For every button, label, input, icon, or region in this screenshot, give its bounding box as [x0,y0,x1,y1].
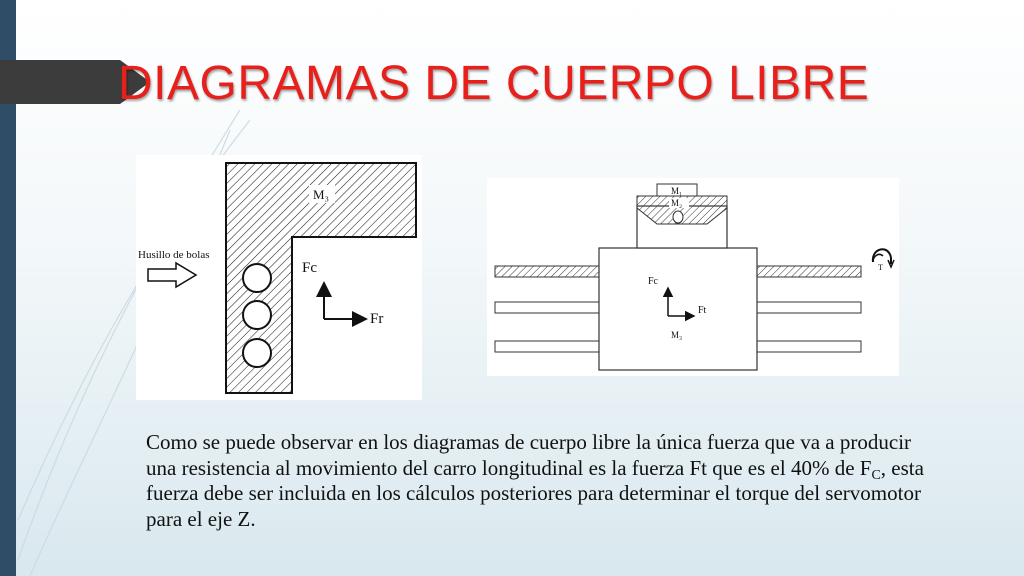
mass3-label: M₃ [671,330,683,340]
input-arrow [148,263,196,287]
diagram-panel-right [487,178,899,376]
description-paragraph [146,430,926,532]
mass2-ball [673,211,683,223]
mass1-label: M₁ [671,186,683,196]
diagram-left-drawing [136,155,422,400]
diagram-panel-left [136,155,422,400]
mass-label: M₃ [313,187,330,202]
description-subscript: C [871,467,881,483]
force-fr-label: Fr [370,311,384,327]
diagram-right-drawing [487,178,899,376]
force-ft-label: Ft [698,305,707,316]
mass2-label: M₂ [671,198,683,208]
ball-3 [243,339,271,367]
force-fc-label: Fc [302,260,317,276]
ball-screw-label: Husillo de bolas [138,249,210,261]
carriage-body [599,248,757,370]
ball-1 [243,264,271,292]
description-text-1: Como se puede observar en los diagramas de cuerpo libre la única fuerza que va a producir una resistencia al movimiento del carro longitudinal es la fuerza Ft que es el 40% de F [146,430,912,480]
description-text-2: , esta fuerza debe ser incluida en los cálculos posteriores para determinar el torque del servomotor para el eje Z. [146,455,924,531]
force-fc-label-right: Fc [648,276,658,287]
ball-2 [243,301,271,329]
slide-title: DIAGRAMAS DE CUERPO LIBRE [118,57,870,110]
torque-label: T [878,263,883,272]
